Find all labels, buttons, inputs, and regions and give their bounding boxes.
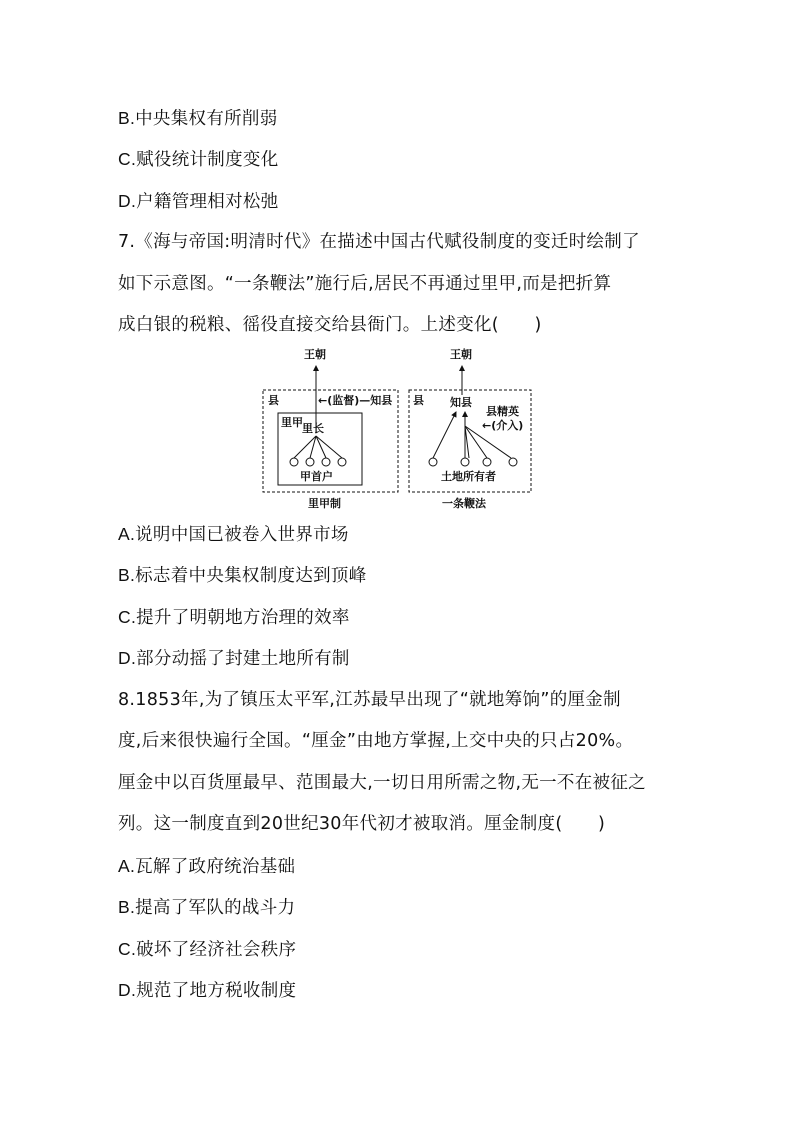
owners-label: 土地所有者 xyxy=(441,470,496,483)
owner-1 xyxy=(429,458,437,466)
left-county-label: 县 xyxy=(268,394,279,407)
household-1 xyxy=(290,458,298,466)
q8-stem-line-3: 厘金中以百货厘最早、范围最大,一切日用所需之物,无一不在被征之 xyxy=(118,773,646,793)
lizhang-label: 里长 xyxy=(302,422,324,435)
link-4 xyxy=(316,436,342,458)
q6-option-c: C.赋役统计制度变化 xyxy=(118,149,279,169)
lijia-label: 里甲 xyxy=(281,416,303,429)
owner-2 xyxy=(461,458,469,466)
household-3 xyxy=(322,458,330,466)
q8-option-b: B.提高了军队的战斗力 xyxy=(118,897,296,917)
yitiaobianfa-panel xyxy=(409,347,531,510)
q8-option-d: D.规范了地方税收制度 xyxy=(118,980,297,1000)
intervene-label: ←(介入) xyxy=(482,419,524,432)
q6-option-b: B.中央集权有所削弱 xyxy=(118,108,278,128)
q6-option-d: D.户籍管理相对松弛 xyxy=(118,191,279,211)
q8-stem-line-4: 列。这一制度直到20世纪30年代初才被取消。厘金制度( ) xyxy=(118,814,606,834)
lijia-panel xyxy=(263,347,398,510)
jiashouhu-label: 甲首户 xyxy=(300,470,333,483)
q7-stem-line-2: 如下示意图。“一条鞭法”施行后,居民不再通过里甲,而是把折算 xyxy=(118,274,612,294)
right-dynasty-label: 王朝 xyxy=(450,348,472,361)
owner-3 xyxy=(483,458,491,466)
right-county-label: 县 xyxy=(413,394,424,407)
zhixian-label: 知县 xyxy=(450,396,472,409)
supervise-label: ←(监督)—知县 xyxy=(318,394,393,407)
q8-stem-line-1: 8.1853年,为了镇压太平军,江苏最早出现了“就地筹饷”的厘金制 xyxy=(118,690,621,710)
tax-system-diagram xyxy=(258,340,538,515)
q8-option-a: A.瓦解了政府统治基础 xyxy=(118,856,296,876)
q7-stem-line-3: 成白银的税粮、徭役直接交给县衙门。上述变化( ) xyxy=(118,315,542,335)
q7-option-b: B.标志着中央集权制度达到顶峰 xyxy=(118,565,367,585)
left-dynasty-label: 王朝 xyxy=(304,348,326,361)
q8-stem-line-2: 度,后来很快遍行全国。“厘金”由地方掌握,上交中央的只占20%。 xyxy=(118,731,634,751)
q7-option-a: A.说明中国已被卷入世界市场 xyxy=(118,524,349,544)
household-4 xyxy=(338,458,346,466)
q7-stem-line-1: 7.《海与帝国:明清时代》在描述中国古代赋役制度的变迁时绘制了 xyxy=(118,232,640,252)
q8-option-c: C.破坏了经济社会秩序 xyxy=(118,939,297,959)
household-2 xyxy=(306,458,314,466)
q7-option-c: C.提升了明朝地方治理的效率 xyxy=(118,607,350,627)
owner-4 xyxy=(509,458,517,466)
owner-arrow-1 xyxy=(433,412,456,458)
q7-option-d: D.部分动摇了封建土地所有制 xyxy=(118,648,350,668)
elite-label: 县精英 xyxy=(486,405,519,418)
yitiaobianfa-caption: 一条鞭法 xyxy=(442,497,486,510)
link-3 xyxy=(316,436,326,458)
lijia-caption: 里甲制 xyxy=(308,497,341,510)
